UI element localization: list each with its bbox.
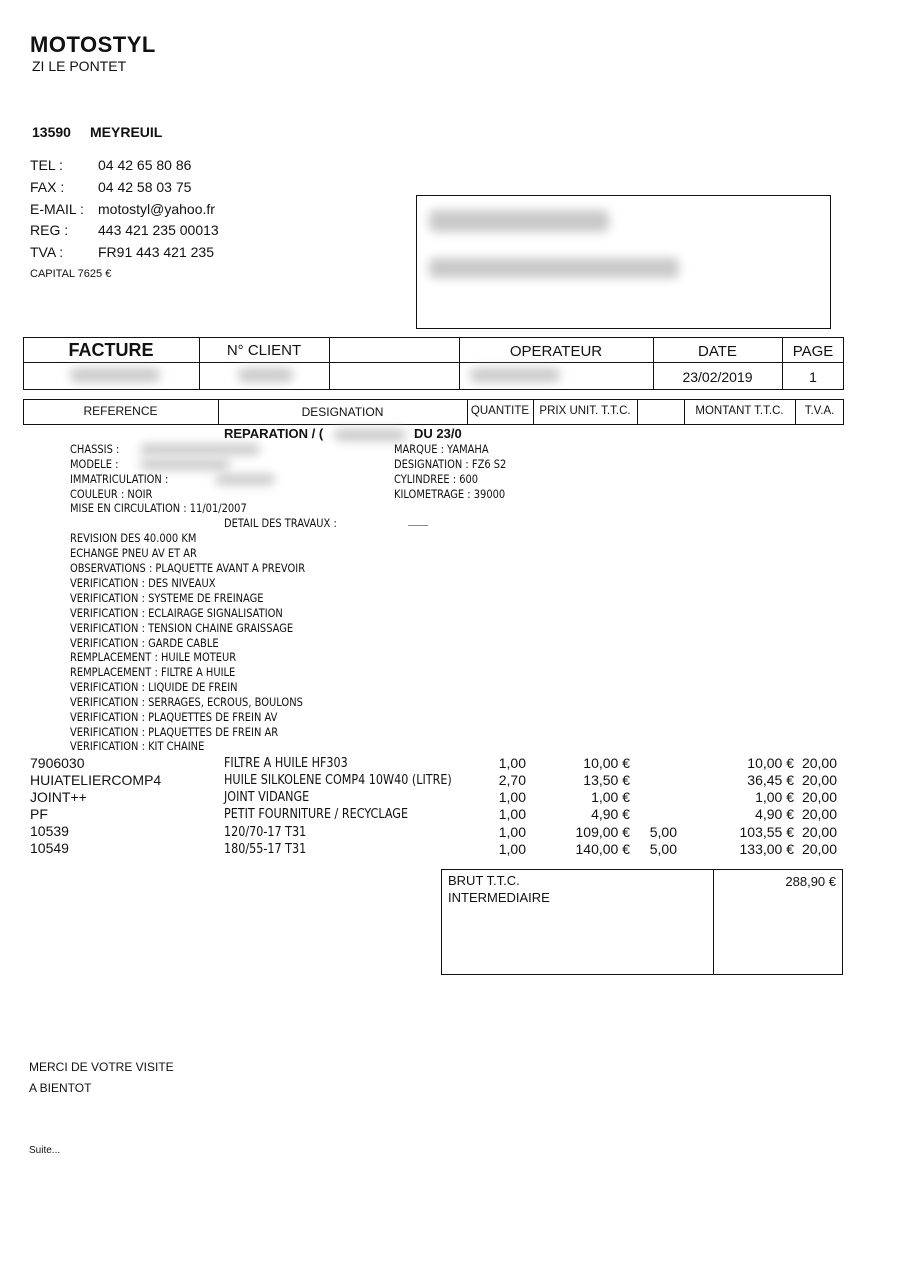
item-quantity: 1,00 [498, 806, 526, 822]
work-line: VERIFICATION : KIT CHAINE [70, 739, 205, 753]
item-reference: 7906030 [30, 755, 85, 771]
item-quantity: 1,00 [498, 789, 526, 805]
page-label: PAGE [792, 343, 834, 360]
redacted-client-number [238, 368, 293, 382]
work-line: VERIFICATION : GARDE CABLE [70, 636, 219, 650]
column-tva: T.V.A. [804, 405, 835, 417]
redacted-invoice-number [70, 368, 160, 382]
brut-ttc-value: 288,90 € [785, 874, 836, 889]
contact-value: 04 42 58 03 75 [98, 179, 192, 195]
contact-value: motostyl@yahoo.fr [98, 201, 215, 217]
item-unit-price: 13,50 € [583, 772, 630, 788]
item-reference: 10549 [30, 840, 69, 856]
customer-address-box [416, 195, 831, 329]
repair-title-date: DU 23/0 [414, 426, 462, 441]
item-tva: 20,00 [801, 755, 837, 771]
column-designation: DESIGNATION [301, 405, 384, 419]
item-quantity: 2,70 [498, 772, 526, 788]
work-line: VERIFICATION : DES NIVEAUX [70, 576, 216, 590]
contact-label: REG : [30, 222, 69, 238]
vehicle-chassis: CHASSIS : [70, 442, 120, 456]
work-line: ECHANGE PNEU AV ET AR [70, 546, 197, 560]
intermediate-label: INTERMEDIAIRE [448, 890, 550, 905]
work-detail-underline [408, 525, 428, 526]
work-line: OBSERVATIONS : PLAQUETTE AVANT A PREVOIR [70, 561, 306, 575]
work-line: VERIFICATION : PLAQUETTES DE FREIN AV [70, 710, 278, 724]
item-amount: 10,00 € [747, 755, 794, 771]
item-tva: 20,00 [801, 806, 837, 822]
vehicle-mileage: KILOMETRAGE : 39000 [394, 487, 506, 501]
company-capital: CAPITAL 7625 € [30, 268, 112, 280]
item-amount: 36,45 € [747, 772, 794, 788]
item-designation: 120/70-17 T31 [224, 825, 307, 840]
footer-next: Suite... [29, 1145, 61, 1156]
invoice-date: 23/02/2019 [682, 369, 753, 385]
item-unit-price: 4,90 € [591, 806, 630, 822]
item-unit-price: 1,00 € [591, 789, 630, 805]
item-amount: 4,90 € [755, 806, 794, 822]
vehicle-color: COULEUR : NOIR [70, 487, 153, 501]
item-unit-price: 140,00 € [575, 841, 630, 857]
company-postal-code: 13590 [32, 124, 71, 140]
page-number: 1 [809, 369, 817, 385]
redacted-customer-address [429, 258, 679, 278]
client-number-label: N° CLIENT [226, 342, 302, 359]
item-discount: 5,00 [649, 841, 677, 857]
vehicle-designation: DESIGNATION : FZ6 S2 [394, 457, 507, 471]
contact-label: TEL : [30, 157, 63, 173]
column-reference: REFERENCE [83, 404, 158, 418]
item-quantity: 1,00 [498, 755, 526, 771]
work-detail-label: DETAIL DES TRAVAUX : [224, 516, 337, 530]
column-unit-price: PRIX UNIT. T.T.C. [539, 405, 631, 417]
item-discount: 5,00 [649, 824, 677, 840]
contact-value: 04 42 65 80 86 [98, 157, 192, 173]
work-line: VERIFICATION : ECLAIRAGE SIGNALISATION [70, 606, 283, 620]
redacted-model [140, 459, 230, 470]
redacted-chassis [140, 444, 260, 455]
work-line: REMPLACEMENT : FILTRE A HUILE [70, 665, 236, 679]
item-quantity: 1,00 [498, 841, 526, 857]
contact-value: FR91 443 421 235 [98, 244, 214, 260]
operator-label: OPERATEUR [509, 343, 603, 360]
vehicle-first-registration: MISE EN CIRCULATION : 11/01/2007 [70, 501, 247, 515]
work-line: VERIFICATION : LIQUIDE DE FREIN [70, 680, 238, 694]
contact-label: TVA : [30, 244, 64, 260]
item-amount: 103,55 € [739, 824, 794, 840]
date-label: DATE [698, 343, 737, 360]
contact-label: E-MAIL : [30, 201, 84, 217]
vehicle-model: MODELE : [70, 457, 119, 471]
vehicle-registration: IMMATRICULATION : [70, 472, 169, 486]
repair-title: REPARATION / ( [224, 426, 324, 441]
work-line: VERIFICATION : PLAQUETTES DE FREIN AR [70, 725, 279, 739]
item-designation: HUILE SILKOLENE COMP4 10W40 (LITRE) [224, 773, 452, 788]
contact-value: 443 421 235 00013 [98, 222, 219, 238]
work-line: VERIFICATION : TENSION CHAINE GRAISSAGE [70, 621, 294, 635]
column-amount: MONTANT T.T.C. [695, 405, 784, 417]
footer-thanks: MERCI DE VOTRE VISITE [29, 1060, 174, 1074]
item-reference: 10539 [30, 823, 69, 839]
item-amount: 1,00 € [755, 789, 794, 805]
item-reference: PF [30, 806, 48, 822]
item-unit-price: 109,00 € [575, 824, 630, 840]
redacted-registration [215, 474, 275, 485]
work-line: VERIFICATION : SERRAGES, ECROUS, BOULONS [70, 695, 303, 709]
item-designation: 180/55-17 T31 [224, 842, 307, 857]
item-unit-price: 10,00 € [583, 755, 630, 771]
item-quantity: 1,00 [498, 824, 526, 840]
item-reference: JOINT++ [30, 789, 87, 805]
company-city: MEYREUIL [90, 124, 163, 140]
redacted-customer-name [429, 210, 609, 232]
redacted-repair-number [334, 429, 406, 441]
brut-ttc-label: BRUT T.T.C. [448, 873, 520, 888]
contact-label: FAX : [30, 179, 65, 195]
work-line: REMPLACEMENT : HUILE MOTEUR [70, 650, 237, 664]
vehicle-displacement: CYLINDREE : 600 [394, 472, 479, 486]
work-line: VERIFICATION : SYSTEME DE FREINAGE [70, 591, 264, 605]
company-name: MOTOSTYL [30, 32, 156, 57]
vehicle-brand: MARQUE : YAMAHA [394, 442, 489, 456]
item-designation: FILTRE A HUILE HF303 [224, 756, 348, 771]
item-designation: JOINT VIDANGE [224, 790, 310, 805]
item-tva: 20,00 [801, 789, 837, 805]
item-amount: 133,00 € [739, 841, 794, 857]
item-tva: 20,00 [801, 772, 837, 788]
item-tva: 20,00 [801, 841, 837, 857]
footer-bye: A BIENTOT [29, 1081, 92, 1095]
item-tva: 20,00 [801, 824, 837, 840]
invoice-title: FACTURE [68, 340, 154, 360]
work-line: REVISION DES 40.000 KM [70, 531, 197, 545]
item-reference: HUIATELIERCOMP4 [30, 772, 162, 788]
redacted-operator [470, 368, 560, 382]
item-designation: PETIT FOURNITURE / RECYCLAGE [224, 807, 409, 822]
company-address: ZI LE PONTET [32, 58, 127, 74]
column-quantity: QUANTITE [470, 405, 530, 417]
